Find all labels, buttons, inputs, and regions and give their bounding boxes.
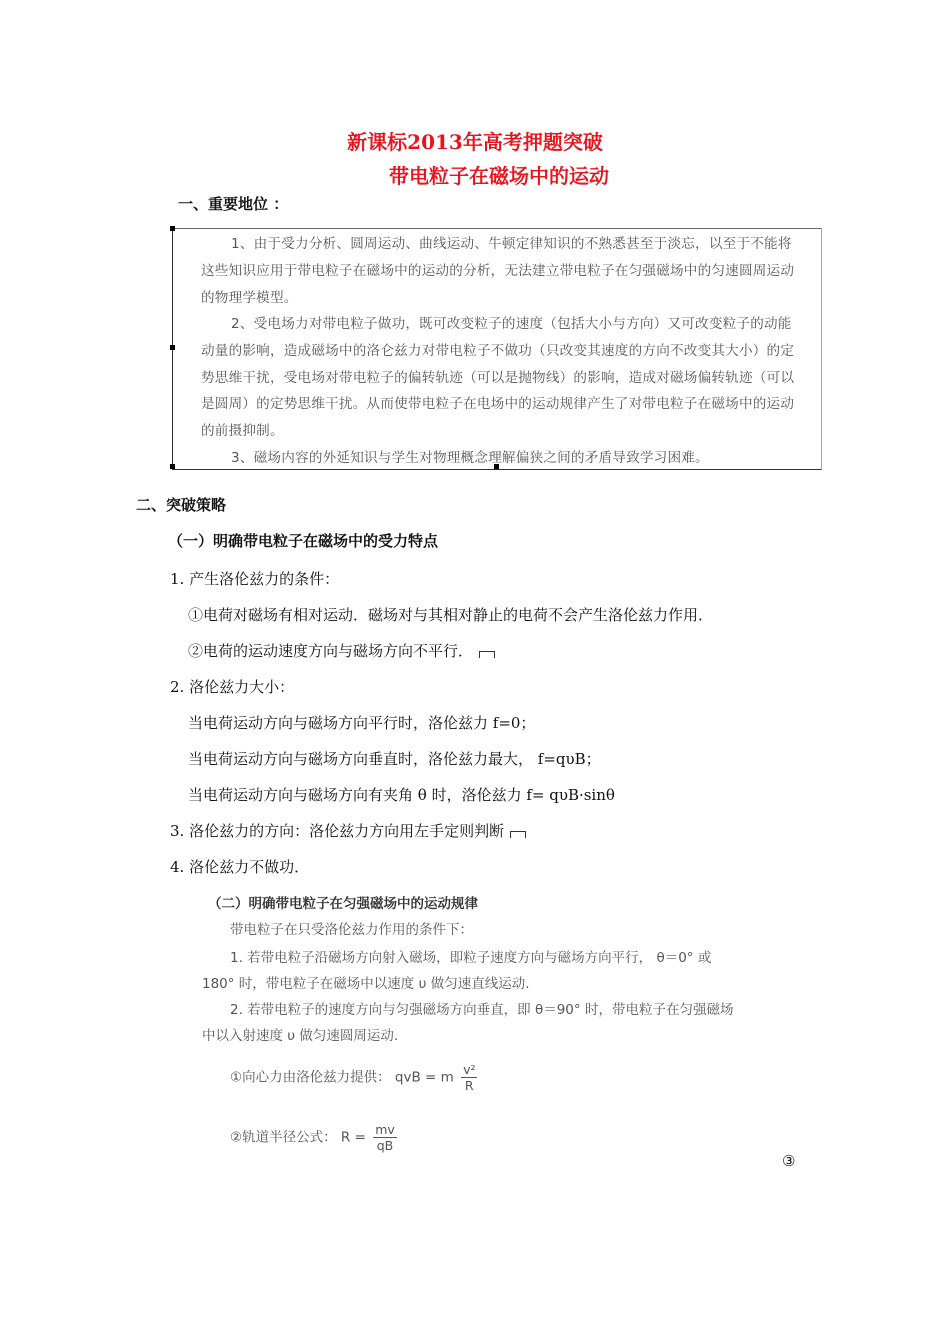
resize-handle bbox=[170, 464, 175, 469]
centripetal-formula bbox=[230, 1062, 477, 1093]
fraction-denominator: qB bbox=[376, 1138, 394, 1153]
item-marker-3: ③ bbox=[782, 1152, 796, 1170]
motion-rule-2-cont: 中以入射速度 υ 做匀速圆周运动. bbox=[202, 1028, 399, 1044]
fraction-numerator: mv bbox=[375, 1122, 395, 1137]
list-item: 当电荷运动方向与磁场方向有夹角 θ 时，洛伦兹力 f= qυB·sinθ bbox=[188, 786, 615, 804]
radius-formula bbox=[230, 1122, 397, 1153]
list-item: 当电荷运动方向与磁场方向平行时，洛伦兹力 f=0； bbox=[188, 714, 536, 732]
motion-rule-1-cont: 180° 时，带电粒子在磁场中以速度 υ 做匀速直线运动. bbox=[202, 976, 530, 992]
motion-rules-image bbox=[200, 886, 770, 1166]
importance-paragraph-2: 2、受电场力对带电粒子做功，既可改变粒子的速度（包括大小与方向）又可改变粒子的动能动量的影响，造成磁场中的洛仑兹力对带电粒子不做功（只改变其速度的方向不改变其大小）的定势思维干扰，受电场对带电粒子的偏转轨迹（可以是抛物线）的影响，造成对磁场偏转轨迹（可以是圆周）的定势思维干扰。从而使带电粒子在电场中的运动规律产生了对带电粒子在磁场中的运动的前摄抑制。 bbox=[201, 316, 795, 440]
edit-mark-icon bbox=[510, 831, 526, 838]
edit-mark-icon bbox=[479, 651, 495, 658]
resize-handle bbox=[170, 345, 175, 350]
list-item-text: ②电荷的运动速度方向与磁场方向不平行． bbox=[188, 642, 474, 660]
list-item: 2. 洛伦兹力大小： bbox=[170, 678, 295, 696]
importance-text-box bbox=[172, 228, 822, 470]
list-item: ①电荷对磁场有相对运动．磁场对与其相对静止的电荷不会产生洛伦兹力作用． bbox=[188, 606, 714, 624]
formula-label: ①向心力由洛伦兹力提供： qvB = m bbox=[230, 1069, 454, 1086]
importance-paragraph-3: 3、磁场内容的外延知识与学生对物理概念理解偏狭之间的矛盾导致学习困难。 bbox=[231, 450, 709, 466]
fraction-numerator: v² bbox=[463, 1062, 476, 1077]
formula-fraction bbox=[461, 1062, 477, 1093]
subsection-heading-motion: （二）明确带电粒子在匀强磁场中的运动规律 bbox=[208, 896, 478, 912]
list-item bbox=[188, 640, 495, 661]
list-item bbox=[170, 820, 526, 841]
motion-rule-1: 1. 若带电粒子沿磁场方向射入磁场，即粒子速度方向与磁场方向平行， θ＝0° 或 bbox=[230, 950, 712, 966]
list-item: 当电荷运动方向与磁场方向垂直时，洛伦兹力最大， f=qυB； bbox=[188, 750, 601, 768]
formula-fraction bbox=[373, 1122, 397, 1153]
formula-label: ②轨道半径公式： R = bbox=[230, 1129, 366, 1146]
list-item-text: 3. 洛伦兹力的方向：洛伦兹力方向用左手定则判断 bbox=[170, 822, 505, 840]
resize-handle bbox=[170, 226, 175, 231]
document-subtitle: 带电粒子在磁场中的运动 bbox=[389, 164, 609, 188]
subsection-heading-force: （一）明确带电粒子在磁场中的受力特点 bbox=[168, 532, 439, 550]
motion-rule-2: 2. 若带电粒子的速度方向与匀强磁场方向垂直，即 θ＝90° 时，带电粒子在匀强磁场 bbox=[230, 1002, 734, 1018]
importance-paragraph-1: 1、由于受力分析、圆周运动、曲线运动、牛顿定律知识的不熟悉甚至于淡忘，以至于不能将这些知识应用于带电粒子在磁场中的运动的分析，无法建立带电粒子在匀强磁场中的匀速圆周运动的物理学模型。 bbox=[201, 236, 795, 306]
motion-intro: 带电粒子在只受洛伦兹力作用的条件下： bbox=[230, 922, 473, 938]
fraction-denominator: R bbox=[464, 1078, 474, 1093]
section-heading-strategy: 二、突破策略 bbox=[136, 496, 227, 514]
list-item: 4. 洛伦兹力不做功． bbox=[170, 858, 310, 876]
list-item: 1. 产生洛伦兹力的条件： bbox=[170, 570, 340, 588]
section-heading-importance: 一、重要地位 ： bbox=[178, 195, 289, 213]
document-title: 新课标2013年高考押题突破 bbox=[347, 130, 603, 154]
